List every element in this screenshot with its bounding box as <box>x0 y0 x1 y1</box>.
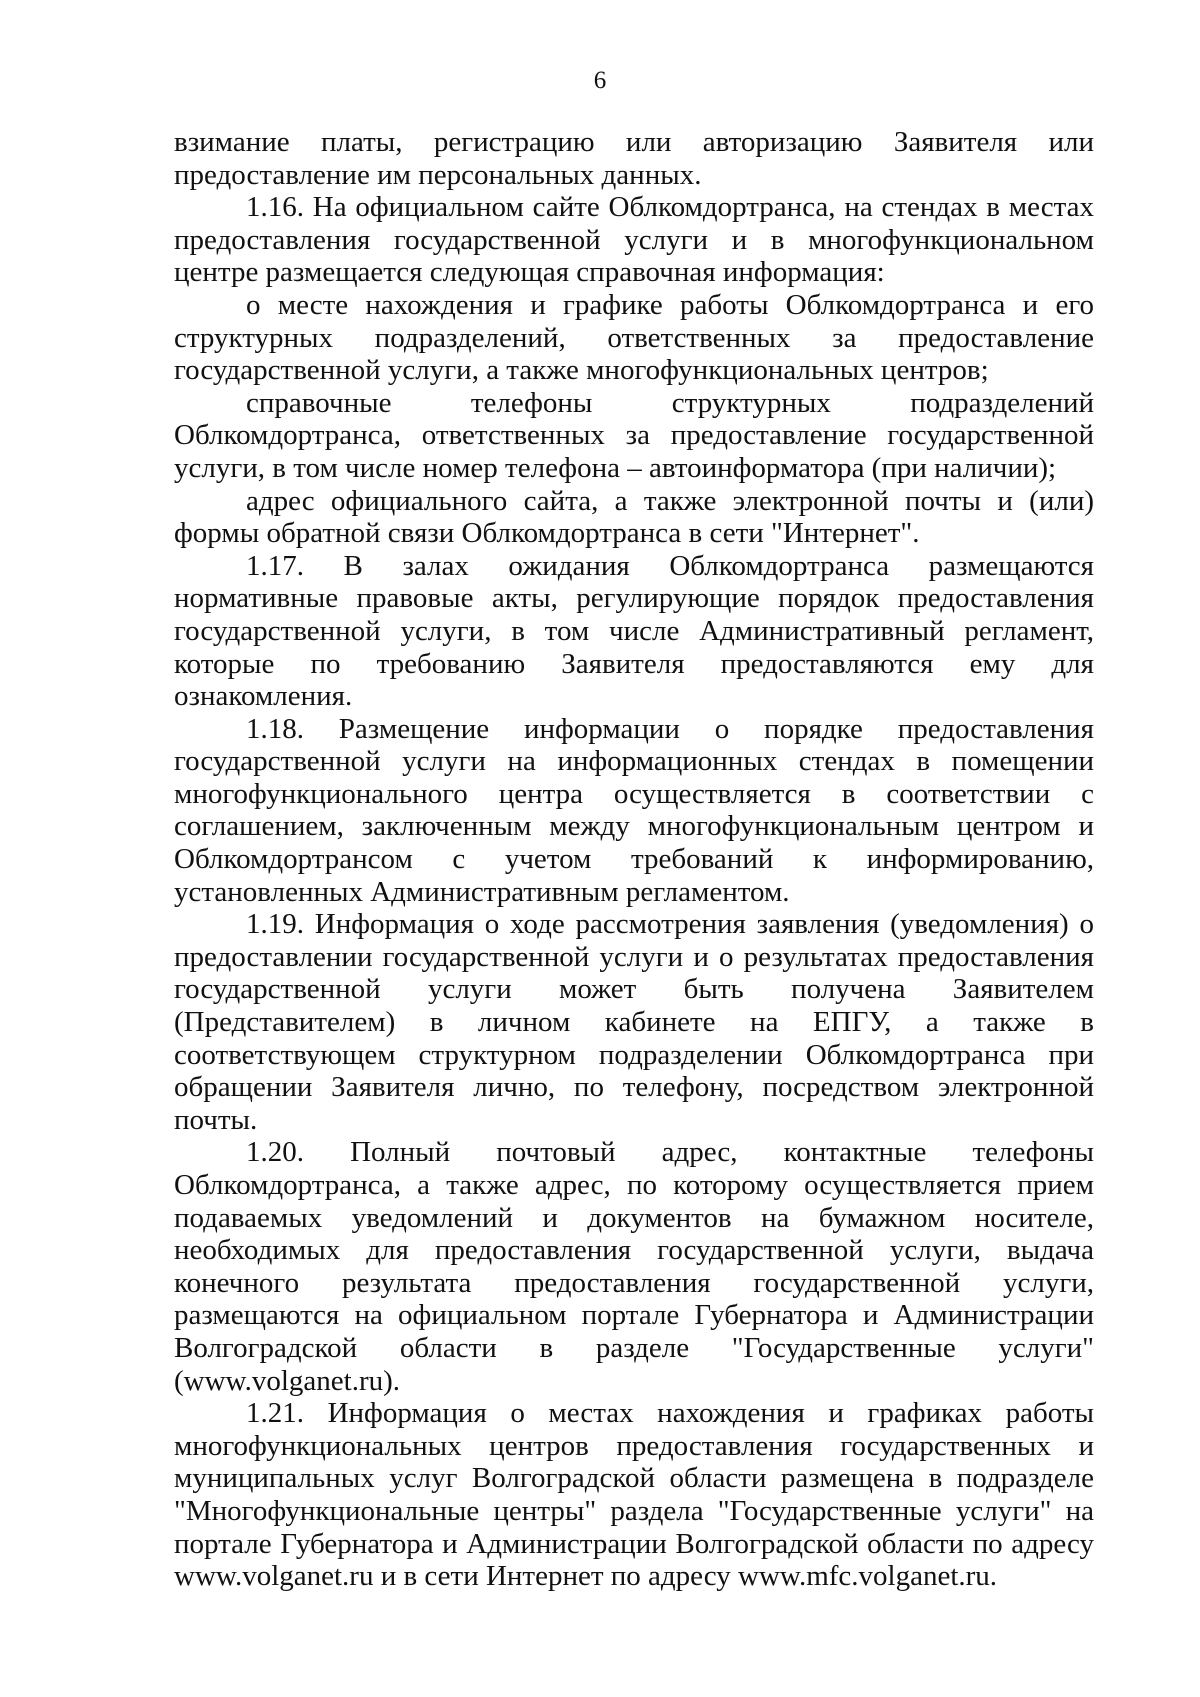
paragraph-1-21: 1.21. Информация о местах нахождения и графиках работы многофункциональных центров предоставления государственных и муниципальных услуг Волгоградской области размещена в подразделе "Многофункциональные центры" раздела "Государственные услуги" на портале Губернатора и Администрации Волгоградской области по адресу www.volganet.ru и в сети Интернет по адресу www.mfc.volganet.ru. <box>174 1397 1094 1593</box>
paragraph-1-20: 1.20. Полный почтовый адрес, контактные телефоны Облкомдортранса, а также адрес, по которому осуществляется прием подаваемых уведомлений и документов на бумажном носителе, необходимых для предоставления государственной услуги, выдача конечного результата предоставления государственной услуги, размещаются на официальном портале Губернатора и Администрации Волгоградской области в разделе "Государственные услуги" (www.volganet.ru). <box>174 1136 1094 1397</box>
paragraph-location-schedule: о месте нахождения и графике работы Облкомдортранса и его структурных подразделений, ответственных за предоставление государственной услуги, а также многофункциональных центров; <box>174 288 1094 387</box>
paragraph-1-17: 1.17. В залах ожидания Облкомдортранса размещаются нормативные правовые акты, регулирующие порядок предоставления государственной услуги, в том числе Административный регламент, которые по требованию Заявителя предоставляются ему для ознакомления. <box>174 549 1094 713</box>
paragraph-1-19: 1.19. Информация о ходе рассмотрения заявления (уведомления) о предоставлении государственной услуги и о результатах предоставления государственной услуги может быть получена Заявителем (Представителем) в личном кабинете на ЕПГУ, а также в соответствующем структурном подразделении Облкомдортранса при обращении Заявителя лично, по телефону, посредством электронной почты. <box>174 908 1094 1136</box>
page-number: 6 <box>593 67 607 94</box>
paragraph-continuation: взимание платы, регистрацию или авторизацию Заявителя или предоставление им персональных данных. <box>174 126 1094 191</box>
paragraph-1-18: 1.18. Размещение информации о порядке предоставления государственной услуги на информационных стендах в помещении многофункционального центра осуществляется в соответствии с соглашением, заключенным между многофункциональным центром и Облкомдортрансом с учетом требований к информированию, установленных Административным регламентом. <box>174 712 1094 908</box>
document-body <box>174 126 1094 1593</box>
paragraph-reference-phones: справочные телефоны структурных подразделений Облкомдортранса, ответственных за предоставление государственной услуги, в том числе номер телефона – автоинформатора (при наличии); <box>174 386 1094 484</box>
paragraph-website-address: адрес официального сайта, а также электронной почты и (или) формы обратной связи Облкомдортранса в сети "Интернет". <box>174 484 1094 550</box>
paragraph-1-16: 1.16. На официальном сайте Облкомдортранса, на стендах в местах предоставления государственной услуги и в многофункциональном центре размещается следующая справочная информация: <box>174 191 1094 289</box>
